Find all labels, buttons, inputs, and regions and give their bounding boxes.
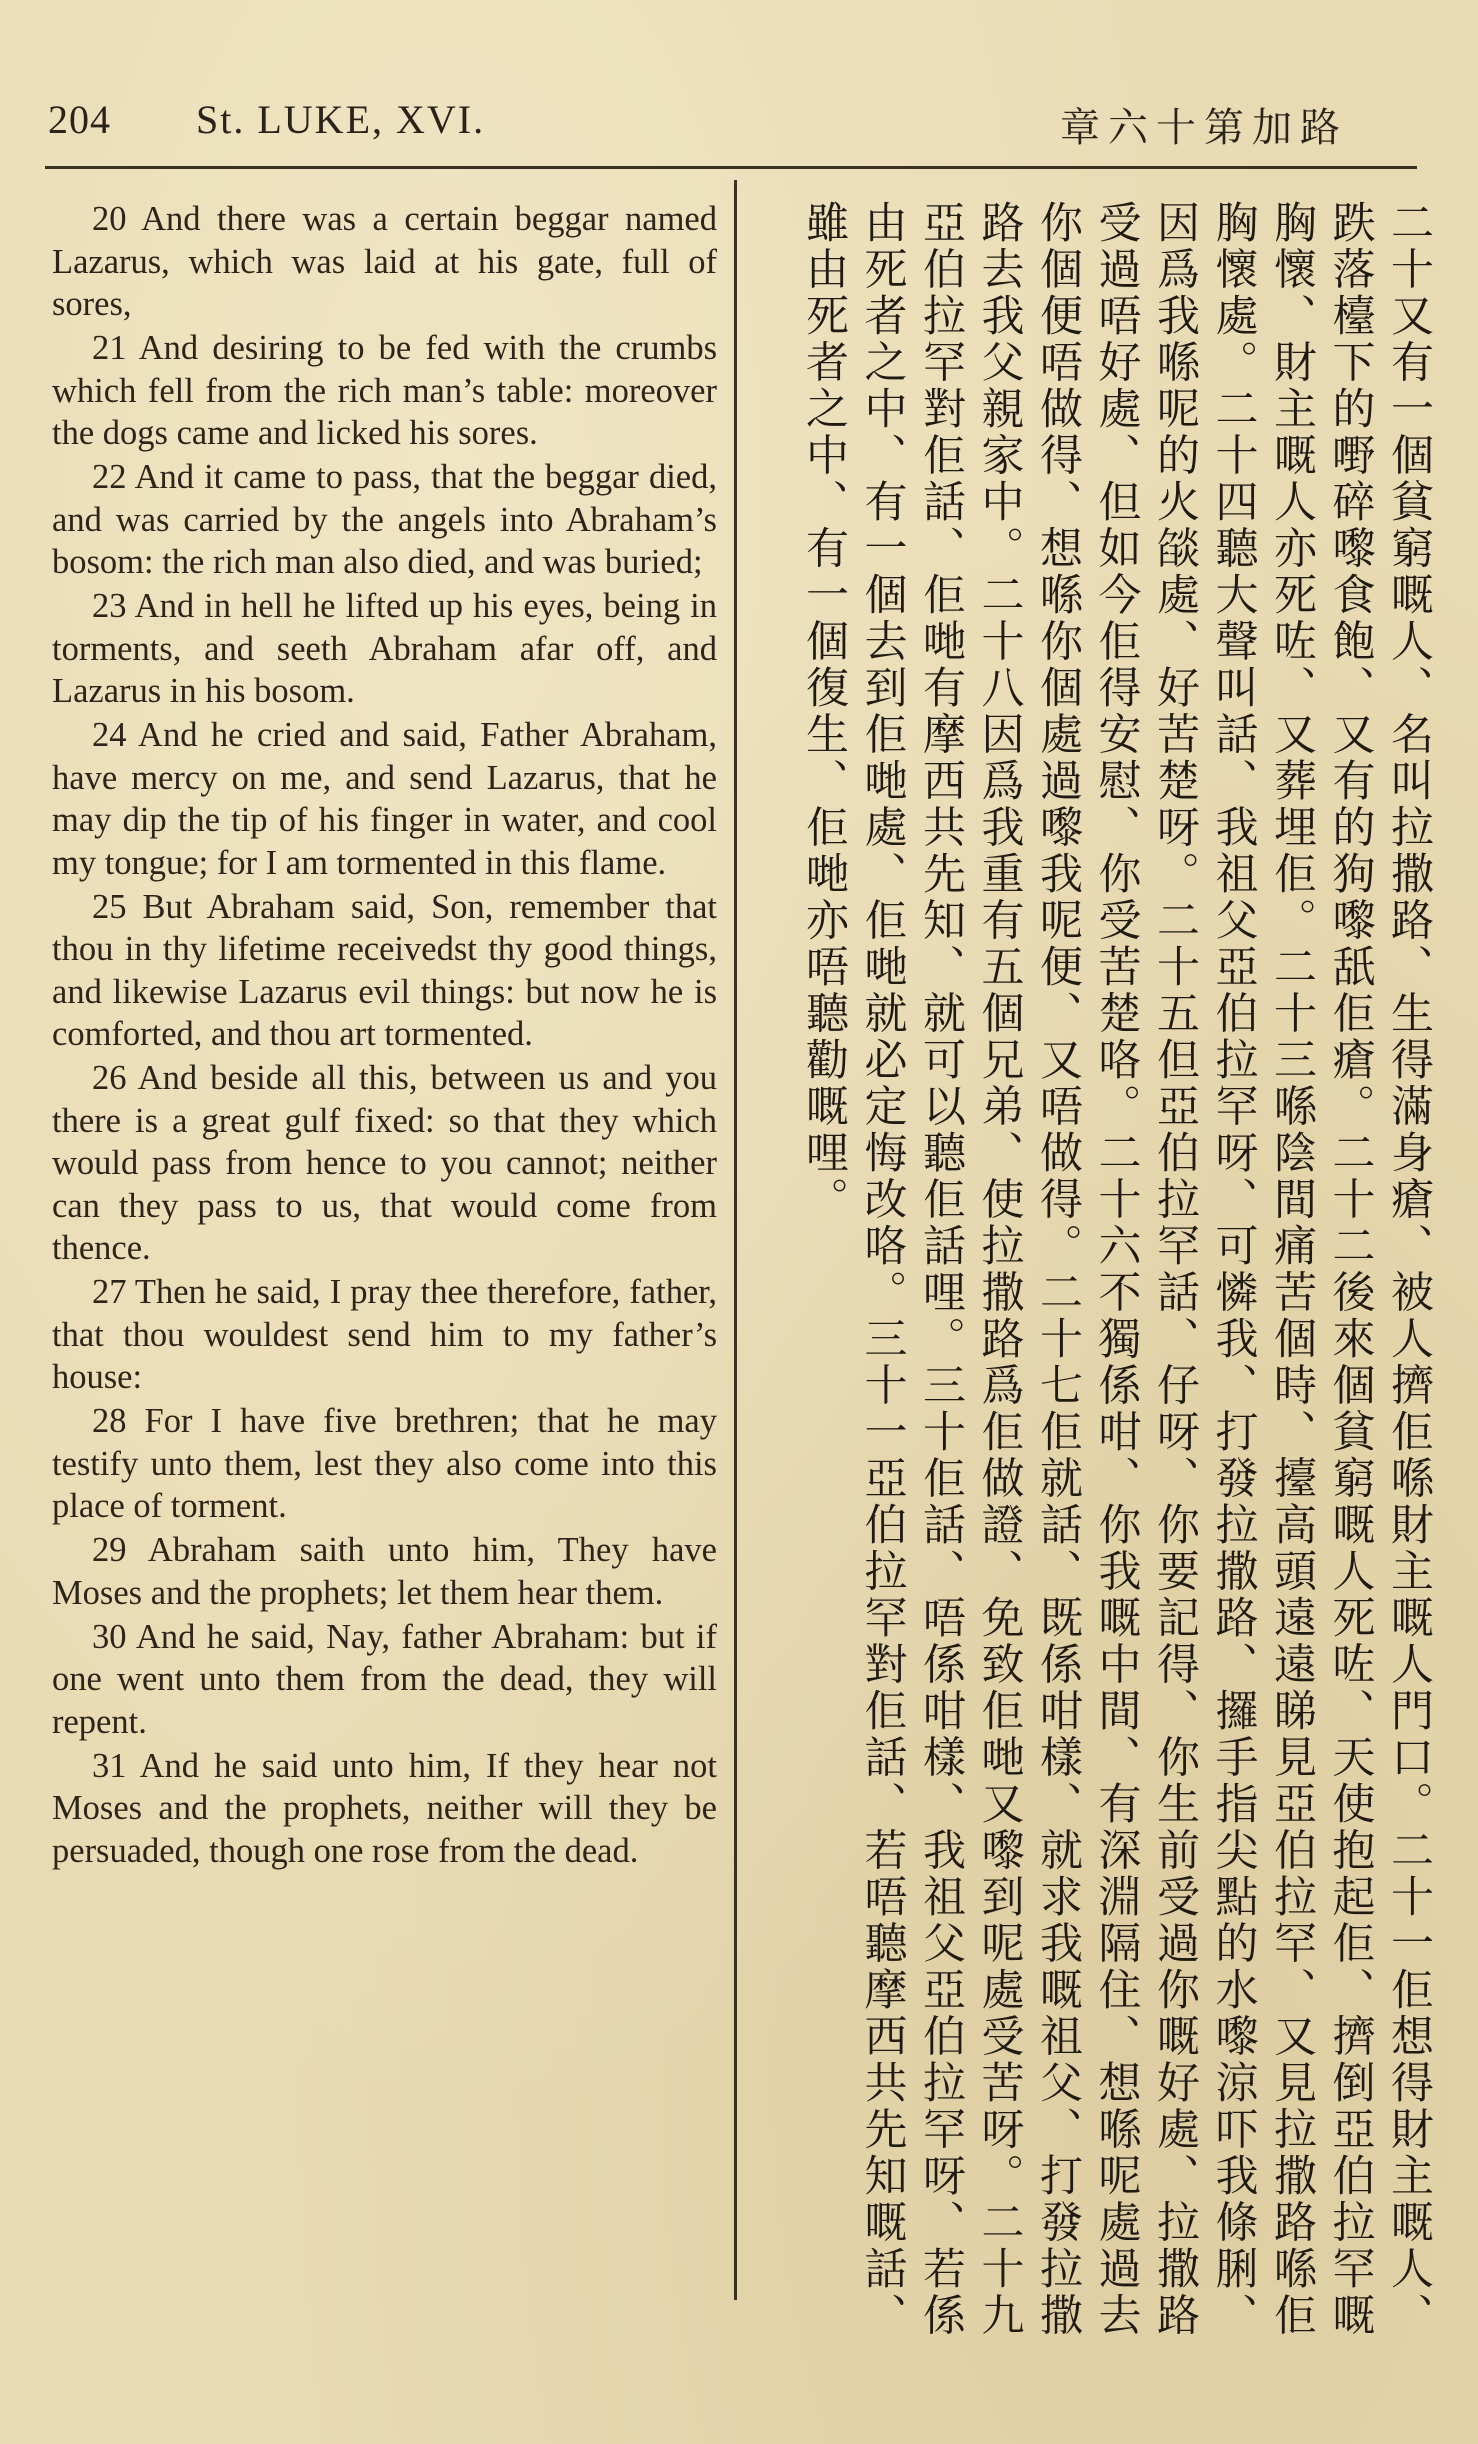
page-header [48, 96, 1418, 166]
verse-31: 31 And he said unto him, If they hear not Moses and the prophets, neither will they be persuaded, though one rose from the dead. [52, 1746, 717, 1870]
verse-27: 27 Then he said, I pray thee therefore, father, that thou wouldest send him to my father’s house: [52, 1273, 717, 1396]
verse-24: 24 And he cried and said, Father Abraham, have mercy on me, and send Lazarus, that he may dip the tip of his finger in water, and cool my tongue; for I am tormented in this flame. [52, 716, 717, 882]
verse-20: 20 And there was a certain beggar named Lazarus, which was laid at his gate, full of sores, [52, 200, 717, 323]
verse-21: 21 And desiring to be fed with the crumbs which fell from the rich man’s table: moreover the dogs came and licked his sores. [52, 329, 717, 452]
chinese-column: 二十又有一個貧窮嘅人、名叫拉撒路、生得滿身瘡、被人擠佢喺財主嘅人門口。二十一佢想得財主嘅人、跌落檯下的嘢碎嚟食飽、又有的狗嚟舐佢瘡。二十二後來個貧窮嘅人死咗、天使抱起佢、擠倒亞伯拉罕嘅胸懷、財主嘅人亦死咗、又葬埋佢。二十三喺陰間痛苦個時、擡高頭遠遠睇見亞伯拉罕、又見拉撒路喺佢胸懷處。二十四聽大聲叫話、我祖父亞伯拉罕呀、可憐我、打發拉撒路、攞手指尖點的水嚟涼吓我條脷、因爲我喺呢的火燄處、好苦楚呀。二十五但亞伯拉罕話、仔呀、你要記得、你生前受過你嘅好處、拉撒路受過唔好處、但如今佢得安慰、你受苦楚咯。二十六不獨係咁、你我嘅中間、有深淵隔住、想喺呢處過去你個便唔做得、想喺你個處過嚟我呢便、又唔做得。二十七佢就話、既係咁樣、就求我嘅祖父、打發拉撒路去我父親家中。二十八因爲我重有五個兄弟、使拉撒路爲佢做證、免致佢哋又嚟到呢處受苦呀。二十九亞伯拉罕對佢話、佢哋有摩西共先知、就可以聽佢話哩。三十佢話、唔係咁樣、我祖父亞伯拉罕呀、若係由死者之中、有一個去到佢哋處、佢哋就必定悔改咯。三十一亞伯拉罕對佢話、若唔聽摩西共先知嘅話、雖由死者之中、有一個復生、佢哋亦唔聽勸嘅哩。 [799, 200, 1434, 2339]
verse-30: 30 And he said, Nay, father Abraham: but if one went unto them from the dead, they will repent. [52, 1617, 717, 1741]
running-title: St. LUKE, XVI. [196, 97, 486, 142]
chinese-running-title: 章六十第加路 [1060, 105, 1348, 151]
verse-23: 23 And in hell he lifted up his eyes, being in torments, and seeth Abraham afar off, and Lazarus in his bosom. [52, 587, 717, 710]
english-column [52, 198, 717, 1874]
page-number: 204 [48, 97, 111, 142]
column-divider [734, 180, 737, 2300]
header-rule [45, 166, 1417, 169]
verse-28: 28 For I have five brethren; that he may testify unto them, lest they also come into this place of torment. [52, 1402, 717, 1525]
verse-29: 29 Abraham saith unto him, They have Moses and the prophets; let them hear them. [52, 1531, 717, 1612]
verse-22: 22 And it came to pass, that the beggar died, and was carried by the angels into Abraham’s bosom: the rich man also died, and was buried; [52, 458, 717, 581]
verse-26: 26 And beside all this, between us and you there is a great gulf fixed: so that they which would pass from hence to you cannot; neither can they pass to us, that would come from thence. [52, 1059, 717, 1267]
verse-25: 25 But Abraham said, Son, remember that thou in thy lifetime receivedst thy good things, and likewise Lazarus evil things: but now he is comforted, and thou art tormented. [52, 887, 717, 1053]
